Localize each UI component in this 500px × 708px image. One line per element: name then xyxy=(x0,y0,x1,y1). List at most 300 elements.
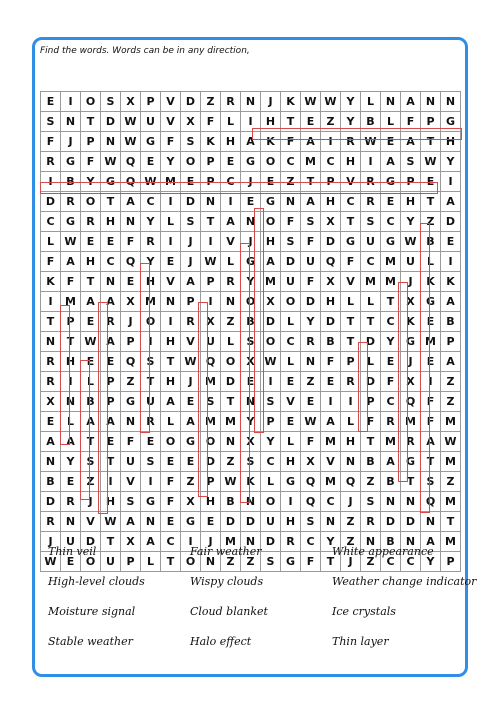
grid-cell[interactable]: M xyxy=(441,492,461,512)
grid-cell[interactable]: Z xyxy=(421,212,441,232)
grid-cell[interactable]: W xyxy=(421,152,441,172)
grid-cell[interactable]: P xyxy=(341,352,361,372)
grid-cell[interactable]: X xyxy=(321,272,341,292)
grid-cell[interactable]: V xyxy=(281,392,301,412)
grid-cell[interactable]: W xyxy=(41,552,61,572)
grid-cell[interactable]: M xyxy=(221,412,241,432)
grid-cell[interactable]: B xyxy=(221,492,241,512)
grid-cell[interactable]: E xyxy=(181,452,201,472)
grid-cell[interactable]: Z xyxy=(281,172,301,192)
grid-cell[interactable]: C xyxy=(281,152,301,172)
grid-cell[interactable]: E xyxy=(121,272,141,292)
grid-cell[interactable]: T xyxy=(221,392,241,412)
grid-cell[interactable]: S xyxy=(401,152,421,172)
grid-cell[interactable]: J xyxy=(261,92,281,112)
grid-cell[interactable]: Y xyxy=(241,412,261,432)
grid-cell[interactable]: E xyxy=(181,392,201,412)
grid-cell[interactable]: F xyxy=(421,392,441,412)
grid-cell[interactable]: J xyxy=(181,252,201,272)
grid-cell[interactable]: A xyxy=(121,192,141,212)
grid-cell[interactable]: S xyxy=(361,212,381,232)
grid-cell[interactable]: M xyxy=(201,372,221,392)
grid-cell[interactable]: A xyxy=(141,532,161,552)
grid-cell[interactable]: G xyxy=(241,152,261,172)
grid-cell[interactable]: N xyxy=(121,212,141,232)
grid-cell[interactable]: S xyxy=(181,132,201,152)
grid-cell[interactable]: E xyxy=(441,232,461,252)
grid-cell[interactable]: A xyxy=(421,432,441,452)
grid-cell[interactable]: C xyxy=(341,192,361,212)
grid-cell[interactable]: Y xyxy=(141,212,161,232)
grid-cell[interactable]: E xyxy=(321,372,341,392)
grid-cell[interactable]: W xyxy=(141,172,161,192)
grid-cell[interactable]: V xyxy=(161,272,181,292)
grid-cell[interactable]: L xyxy=(341,412,361,432)
grid-cell[interactable]: P xyxy=(201,152,221,172)
grid-cell[interactable]: W xyxy=(261,352,281,372)
grid-cell[interactable]: N xyxy=(161,292,181,312)
grid-cell[interactable]: S xyxy=(101,92,121,112)
grid-cell[interactable]: H xyxy=(341,432,361,452)
grid-cell[interactable]: I xyxy=(201,232,221,252)
grid-cell[interactable]: T xyxy=(301,172,321,192)
grid-cell[interactable]: Q xyxy=(301,492,321,512)
grid-cell[interactable]: S xyxy=(81,452,101,472)
grid-cell[interactable]: T xyxy=(361,432,381,452)
grid-cell[interactable]: Z xyxy=(301,372,321,392)
grid-cell[interactable]: J xyxy=(41,532,61,552)
grid-cell[interactable]: P xyxy=(321,172,341,192)
grid-cell[interactable]: E xyxy=(421,312,441,332)
grid-cell[interactable]: I xyxy=(41,292,61,312)
grid-cell[interactable]: P xyxy=(81,132,101,152)
grid-cell[interactable]: E xyxy=(81,232,101,252)
grid-cell[interactable]: Z xyxy=(341,512,361,532)
grid-cell[interactable]: E xyxy=(381,352,401,372)
grid-cell[interactable]: R xyxy=(101,312,121,332)
grid-cell[interactable]: Y xyxy=(401,212,421,232)
grid-cell[interactable]: E xyxy=(61,472,81,492)
grid-cell[interactable]: N xyxy=(101,272,121,292)
grid-cell[interactable]: S xyxy=(241,332,261,352)
grid-cell[interactable]: L xyxy=(341,292,361,312)
grid-cell[interactable]: U xyxy=(141,112,161,132)
grid-cell[interactable]: F xyxy=(301,432,321,452)
grid-cell[interactable]: L xyxy=(361,292,381,312)
grid-cell[interactable]: R xyxy=(141,232,161,252)
grid-cell[interactable]: I xyxy=(221,192,241,212)
grid-cell[interactable]: X xyxy=(181,492,201,512)
grid-cell[interactable]: Y xyxy=(301,312,321,332)
grid-cell[interactable]: I xyxy=(321,392,341,412)
grid-cell[interactable]: E xyxy=(281,412,301,432)
grid-cell[interactable]: L xyxy=(361,92,381,112)
grid-cell[interactable]: S xyxy=(141,352,161,372)
grid-cell[interactable]: G xyxy=(281,552,301,572)
grid-cell[interactable]: A xyxy=(381,152,401,172)
grid-cell[interactable]: U xyxy=(101,552,121,572)
grid-cell[interactable]: D xyxy=(241,512,261,532)
grid-cell[interactable]: A xyxy=(441,352,461,372)
grid-cell[interactable]: G xyxy=(61,152,81,172)
grid-cell[interactable]: A xyxy=(301,192,321,212)
grid-cell[interactable]: A xyxy=(121,512,141,532)
grid-cell[interactable]: A xyxy=(101,292,121,312)
grid-cell[interactable]: I xyxy=(161,192,181,212)
grid-cell[interactable]: S xyxy=(361,492,381,512)
grid-cell[interactable]: T xyxy=(421,452,441,472)
grid-cell[interactable]: F xyxy=(301,272,321,292)
grid-cell[interactable]: N xyxy=(41,332,61,352)
grid-cell[interactable]: G xyxy=(441,112,461,132)
grid-cell[interactable]: P xyxy=(361,392,381,412)
grid-cell[interactable]: F xyxy=(121,232,141,252)
grid-cell[interactable]: C xyxy=(281,332,301,352)
grid-cell[interactable]: G xyxy=(381,172,401,192)
grid-cell[interactable]: M xyxy=(221,532,241,552)
grid-cell[interactable]: B xyxy=(421,232,441,252)
grid-cell[interactable]: A xyxy=(261,252,281,272)
grid-cell[interactable]: T xyxy=(421,132,441,152)
grid-cell[interactable]: X xyxy=(321,212,341,232)
grid-cell[interactable]: H xyxy=(101,212,121,232)
grid-cell[interactable]: T xyxy=(341,332,361,352)
grid-cell[interactable]: P xyxy=(61,312,81,332)
grid-cell[interactable]: C xyxy=(301,532,321,552)
grid-cell[interactable]: J xyxy=(241,232,261,252)
grid-cell[interactable]: T xyxy=(341,312,361,332)
grid-cell[interactable]: H xyxy=(201,492,221,512)
grid-cell[interactable]: P xyxy=(141,92,161,112)
grid-cell[interactable]: H xyxy=(161,332,181,352)
grid-cell[interactable]: X xyxy=(241,432,261,452)
grid-cell[interactable]: D xyxy=(81,532,101,552)
grid-cell[interactable]: C xyxy=(101,252,121,272)
grid-cell[interactable]: F xyxy=(401,112,421,132)
grid-cell[interactable]: W xyxy=(201,252,221,272)
grid-cell[interactable]: F xyxy=(301,232,321,252)
grid-cell[interactable]: M xyxy=(381,432,401,452)
grid-cell[interactable]: N xyxy=(281,192,301,212)
grid-cell[interactable]: N xyxy=(61,112,81,132)
grid-cell[interactable]: I xyxy=(281,492,301,512)
grid-cell[interactable]: F xyxy=(361,412,381,432)
grid-cell[interactable]: Z xyxy=(361,552,381,572)
grid-cell[interactable]: Z xyxy=(361,472,381,492)
grid-cell[interactable]: Y xyxy=(81,172,101,192)
grid-cell[interactable]: E xyxy=(81,352,101,372)
grid-cell[interactable]: C xyxy=(141,192,161,212)
grid-cell[interactable]: U xyxy=(361,232,381,252)
grid-cell[interactable]: A xyxy=(241,132,261,152)
grid-cell[interactable]: G xyxy=(101,172,121,192)
grid-cell[interactable]: V xyxy=(341,172,361,192)
grid-cell[interactable]: N xyxy=(241,492,261,512)
grid-cell[interactable]: K xyxy=(201,132,221,152)
grid-cell[interactable]: Y xyxy=(161,152,181,172)
grid-cell[interactable]: Y xyxy=(241,272,261,292)
grid-cell[interactable]: T xyxy=(81,432,101,452)
grid-cell[interactable]: E xyxy=(61,552,81,572)
grid-cell[interactable]: T xyxy=(81,272,101,292)
grid-cell[interactable]: G xyxy=(341,232,361,252)
grid-cell[interactable]: N xyxy=(61,512,81,532)
grid-cell[interactable]: K xyxy=(241,472,261,492)
grid-cell[interactable]: R xyxy=(281,532,301,552)
grid-cell[interactable]: T xyxy=(201,212,221,232)
grid-cell[interactable]: I xyxy=(41,172,61,192)
grid-cell[interactable]: S xyxy=(261,392,281,412)
grid-cell[interactable]: H xyxy=(321,292,341,312)
grid-cell[interactable]: L xyxy=(221,332,241,352)
grid-cell[interactable]: E xyxy=(281,372,301,392)
grid-cell[interactable]: D xyxy=(361,372,381,392)
grid-cell[interactable]: L xyxy=(281,432,301,452)
grid-cell[interactable]: C xyxy=(381,212,401,232)
grid-cell[interactable]: W xyxy=(101,512,121,532)
grid-cell[interactable]: F xyxy=(381,372,401,392)
grid-cell[interactable]: P xyxy=(201,472,221,492)
grid-cell[interactable]: T xyxy=(81,112,101,132)
grid-cell[interactable]: L xyxy=(281,312,301,332)
grid-cell[interactable]: T xyxy=(101,192,121,212)
grid-cell[interactable]: D xyxy=(321,232,341,252)
grid-cell[interactable]: T xyxy=(321,552,341,572)
grid-cell[interactable]: F xyxy=(121,432,141,452)
grid-cell[interactable]: T xyxy=(361,312,381,332)
grid-cell[interactable]: Y xyxy=(341,92,361,112)
grid-cell[interactable]: W xyxy=(321,92,341,112)
grid-cell[interactable]: I xyxy=(181,532,201,552)
grid-cell[interactable]: M xyxy=(401,412,421,432)
grid-cell[interactable]: A xyxy=(101,412,121,432)
grid-cell[interactable]: D xyxy=(181,192,201,212)
grid-cell[interactable]: S xyxy=(301,512,321,532)
grid-cell[interactable]: E xyxy=(141,152,161,172)
grid-cell[interactable]: E xyxy=(261,172,281,192)
grid-cell[interactable]: M xyxy=(421,332,441,352)
grid-cell[interactable]: L xyxy=(81,372,101,392)
grid-cell[interactable]: N xyxy=(241,532,261,552)
grid-cell[interactable]: I xyxy=(61,92,81,112)
grid-cell[interactable]: K xyxy=(261,132,281,152)
grid-cell[interactable]: E xyxy=(421,352,441,372)
grid-cell[interactable]: Q xyxy=(121,352,141,372)
grid-cell[interactable]: A xyxy=(321,412,341,432)
grid-cell[interactable]: O xyxy=(81,92,101,112)
grid-cell[interactable]: G xyxy=(141,492,161,512)
grid-cell[interactable]: U xyxy=(201,332,221,352)
grid-cell[interactable]: Z xyxy=(81,472,101,492)
grid-cell[interactable]: A xyxy=(401,92,421,112)
grid-cell[interactable]: B xyxy=(361,452,381,472)
grid-cell[interactable]: S xyxy=(301,212,321,232)
grid-cell[interactable]: O xyxy=(161,432,181,452)
grid-cell[interactable]: V xyxy=(121,472,141,492)
grid-cell[interactable]: E xyxy=(101,432,121,452)
grid-cell[interactable]: W xyxy=(221,472,241,492)
grid-cell[interactable]: M xyxy=(441,452,461,472)
grid-cell[interactable]: P xyxy=(201,272,221,292)
grid-cell[interactable]: R xyxy=(381,412,401,432)
grid-cell[interactable]: O xyxy=(81,192,101,212)
grid-cell[interactable]: B xyxy=(441,312,461,332)
grid-cell[interactable]: X xyxy=(121,92,141,112)
grid-cell[interactable]: M xyxy=(441,412,461,432)
grid-cell[interactable]: O xyxy=(141,312,161,332)
grid-cell[interactable]: Z xyxy=(201,92,221,112)
grid-cell[interactable]: S xyxy=(181,212,201,232)
grid-cell[interactable]: O xyxy=(201,432,221,452)
grid-cell[interactable]: F xyxy=(161,132,181,152)
grid-cell[interactable]: D xyxy=(401,512,421,532)
grid-cell[interactable]: M xyxy=(261,272,281,292)
grid-cell[interactable]: P xyxy=(441,332,461,352)
grid-cell[interactable]: H xyxy=(61,352,81,372)
grid-cell[interactable]: H xyxy=(281,512,301,532)
grid-cell[interactable]: D xyxy=(381,512,401,532)
grid-cell[interactable]: N xyxy=(321,512,341,532)
grid-cell[interactable]: U xyxy=(61,532,81,552)
grid-cell[interactable]: T xyxy=(61,332,81,352)
grid-cell[interactable]: G xyxy=(181,432,201,452)
grid-cell[interactable]: N xyxy=(301,352,321,372)
grid-cell[interactable]: S xyxy=(121,492,141,512)
grid-cell[interactable]: M xyxy=(61,292,81,312)
grid-cell[interactable]: Q xyxy=(301,472,321,492)
grid-cell[interactable]: W xyxy=(361,132,381,152)
grid-cell[interactable]: E xyxy=(141,432,161,452)
grid-cell[interactable]: C xyxy=(381,392,401,412)
grid-cell[interactable]: S xyxy=(241,452,261,472)
grid-cell[interactable]: V xyxy=(81,512,101,532)
grid-cell[interactable]: P xyxy=(441,552,461,572)
grid-cell[interactable]: E xyxy=(301,392,321,412)
grid-cell[interactable]: R xyxy=(41,372,61,392)
grid-cell[interactable]: T xyxy=(141,372,161,392)
grid-cell[interactable]: I xyxy=(241,112,261,132)
grid-cell[interactable]: J xyxy=(181,232,201,252)
grid-cell[interactable]: B xyxy=(381,532,401,552)
grid-cell[interactable]: M xyxy=(361,272,381,292)
grid-cell[interactable]: X xyxy=(41,392,61,412)
grid-cell[interactable]: T xyxy=(161,352,181,372)
grid-cell[interactable]: E xyxy=(381,192,401,212)
grid-cell[interactable]: A xyxy=(61,432,81,452)
grid-cell[interactable]: M xyxy=(441,532,461,552)
grid-cell[interactable]: D xyxy=(321,312,341,332)
grid-cell[interactable]: N xyxy=(401,492,421,512)
grid-cell[interactable]: E xyxy=(241,192,261,212)
grid-cell[interactable]: R xyxy=(61,192,81,212)
grid-cell[interactable]: M xyxy=(301,152,321,172)
grid-cell[interactable]: H xyxy=(161,372,181,392)
grid-cell[interactable]: T xyxy=(441,512,461,532)
grid-cell[interactable]: N xyxy=(441,92,461,112)
grid-cell[interactable]: A xyxy=(61,252,81,272)
grid-cell[interactable]: S xyxy=(41,112,61,132)
grid-cell[interactable]: U xyxy=(121,452,141,472)
grid-cell[interactable]: N xyxy=(41,452,61,472)
grid-cell[interactable]: W xyxy=(301,412,321,432)
grid-cell[interactable]: T xyxy=(381,292,401,312)
grid-cell[interactable]: T xyxy=(161,552,181,572)
grid-cell[interactable]: C xyxy=(321,152,341,172)
grid-cell[interactable]: C xyxy=(41,212,61,232)
grid-cell[interactable]: R xyxy=(401,432,421,452)
grid-cell[interactable]: L xyxy=(381,112,401,132)
grid-cell[interactable]: A xyxy=(381,452,401,472)
grid-cell[interactable]: B xyxy=(241,312,261,332)
grid-cell[interactable]: U xyxy=(141,392,161,412)
grid-cell[interactable]: W xyxy=(121,112,141,132)
grid-cell[interactable]: E xyxy=(81,312,101,332)
grid-cell[interactable]: N xyxy=(121,412,141,432)
grid-cell[interactable]: R xyxy=(301,332,321,352)
grid-cell[interactable]: J xyxy=(341,492,361,512)
grid-cell[interactable]: A xyxy=(421,532,441,552)
grid-cell[interactable]: K xyxy=(401,312,421,332)
grid-cell[interactable]: R xyxy=(61,492,81,512)
grid-cell[interactable]: O xyxy=(241,292,261,312)
grid-cell[interactable]: A xyxy=(401,132,421,152)
grid-cell[interactable]: W xyxy=(301,92,321,112)
grid-cell[interactable]: R xyxy=(361,172,381,192)
grid-cell[interactable]: E xyxy=(161,512,181,532)
grid-cell[interactable]: D xyxy=(441,212,461,232)
grid-cell[interactable]: Y xyxy=(321,532,341,552)
grid-cell[interactable]: O xyxy=(81,552,101,572)
grid-cell[interactable]: I xyxy=(441,172,461,192)
grid-cell[interactable]: R xyxy=(221,92,241,112)
grid-cell[interactable]: Y xyxy=(61,452,81,472)
grid-cell[interactable]: W xyxy=(101,152,121,172)
grid-cell[interactable]: U xyxy=(401,252,421,272)
grid-cell[interactable]: P xyxy=(101,372,121,392)
grid-cell[interactable]: K xyxy=(441,272,461,292)
grid-cell[interactable]: R xyxy=(141,412,161,432)
grid-cell[interactable]: W xyxy=(401,232,421,252)
grid-cell[interactable]: E xyxy=(241,372,261,392)
grid-cell[interactable]: G xyxy=(141,132,161,152)
grid-cell[interactable]: E xyxy=(181,172,201,192)
grid-cell[interactable]: G xyxy=(241,252,261,272)
grid-cell[interactable]: X xyxy=(201,312,221,332)
grid-cell[interactable]: X xyxy=(401,292,421,312)
grid-cell[interactable]: C xyxy=(321,492,341,512)
grid-cell[interactable]: E xyxy=(41,412,61,432)
grid-cell[interactable]: J xyxy=(341,552,361,572)
grid-cell[interactable]: R xyxy=(361,192,381,212)
grid-cell[interactable]: I xyxy=(261,372,281,392)
grid-cell[interactable]: M xyxy=(381,272,401,292)
grid-cell[interactable]: M xyxy=(321,432,341,452)
grid-cell[interactable]: L xyxy=(161,412,181,432)
grid-cell[interactable]: Z xyxy=(221,452,241,472)
grid-cell[interactable]: R xyxy=(81,212,101,232)
grid-cell[interactable]: X xyxy=(121,292,141,312)
grid-cell[interactable]: O xyxy=(261,332,281,352)
grid-cell[interactable]: F xyxy=(281,212,301,232)
grid-cell[interactable]: A xyxy=(301,132,321,152)
grid-cell[interactable]: S xyxy=(141,452,161,472)
grid-cell[interactable]: L xyxy=(61,412,81,432)
grid-cell[interactable]: H xyxy=(441,132,461,152)
grid-cell[interactable]: G xyxy=(421,292,441,312)
grid-cell[interactable]: A xyxy=(101,332,121,352)
grid-cell[interactable]: N xyxy=(401,532,421,552)
grid-cell[interactable]: W xyxy=(121,132,141,152)
